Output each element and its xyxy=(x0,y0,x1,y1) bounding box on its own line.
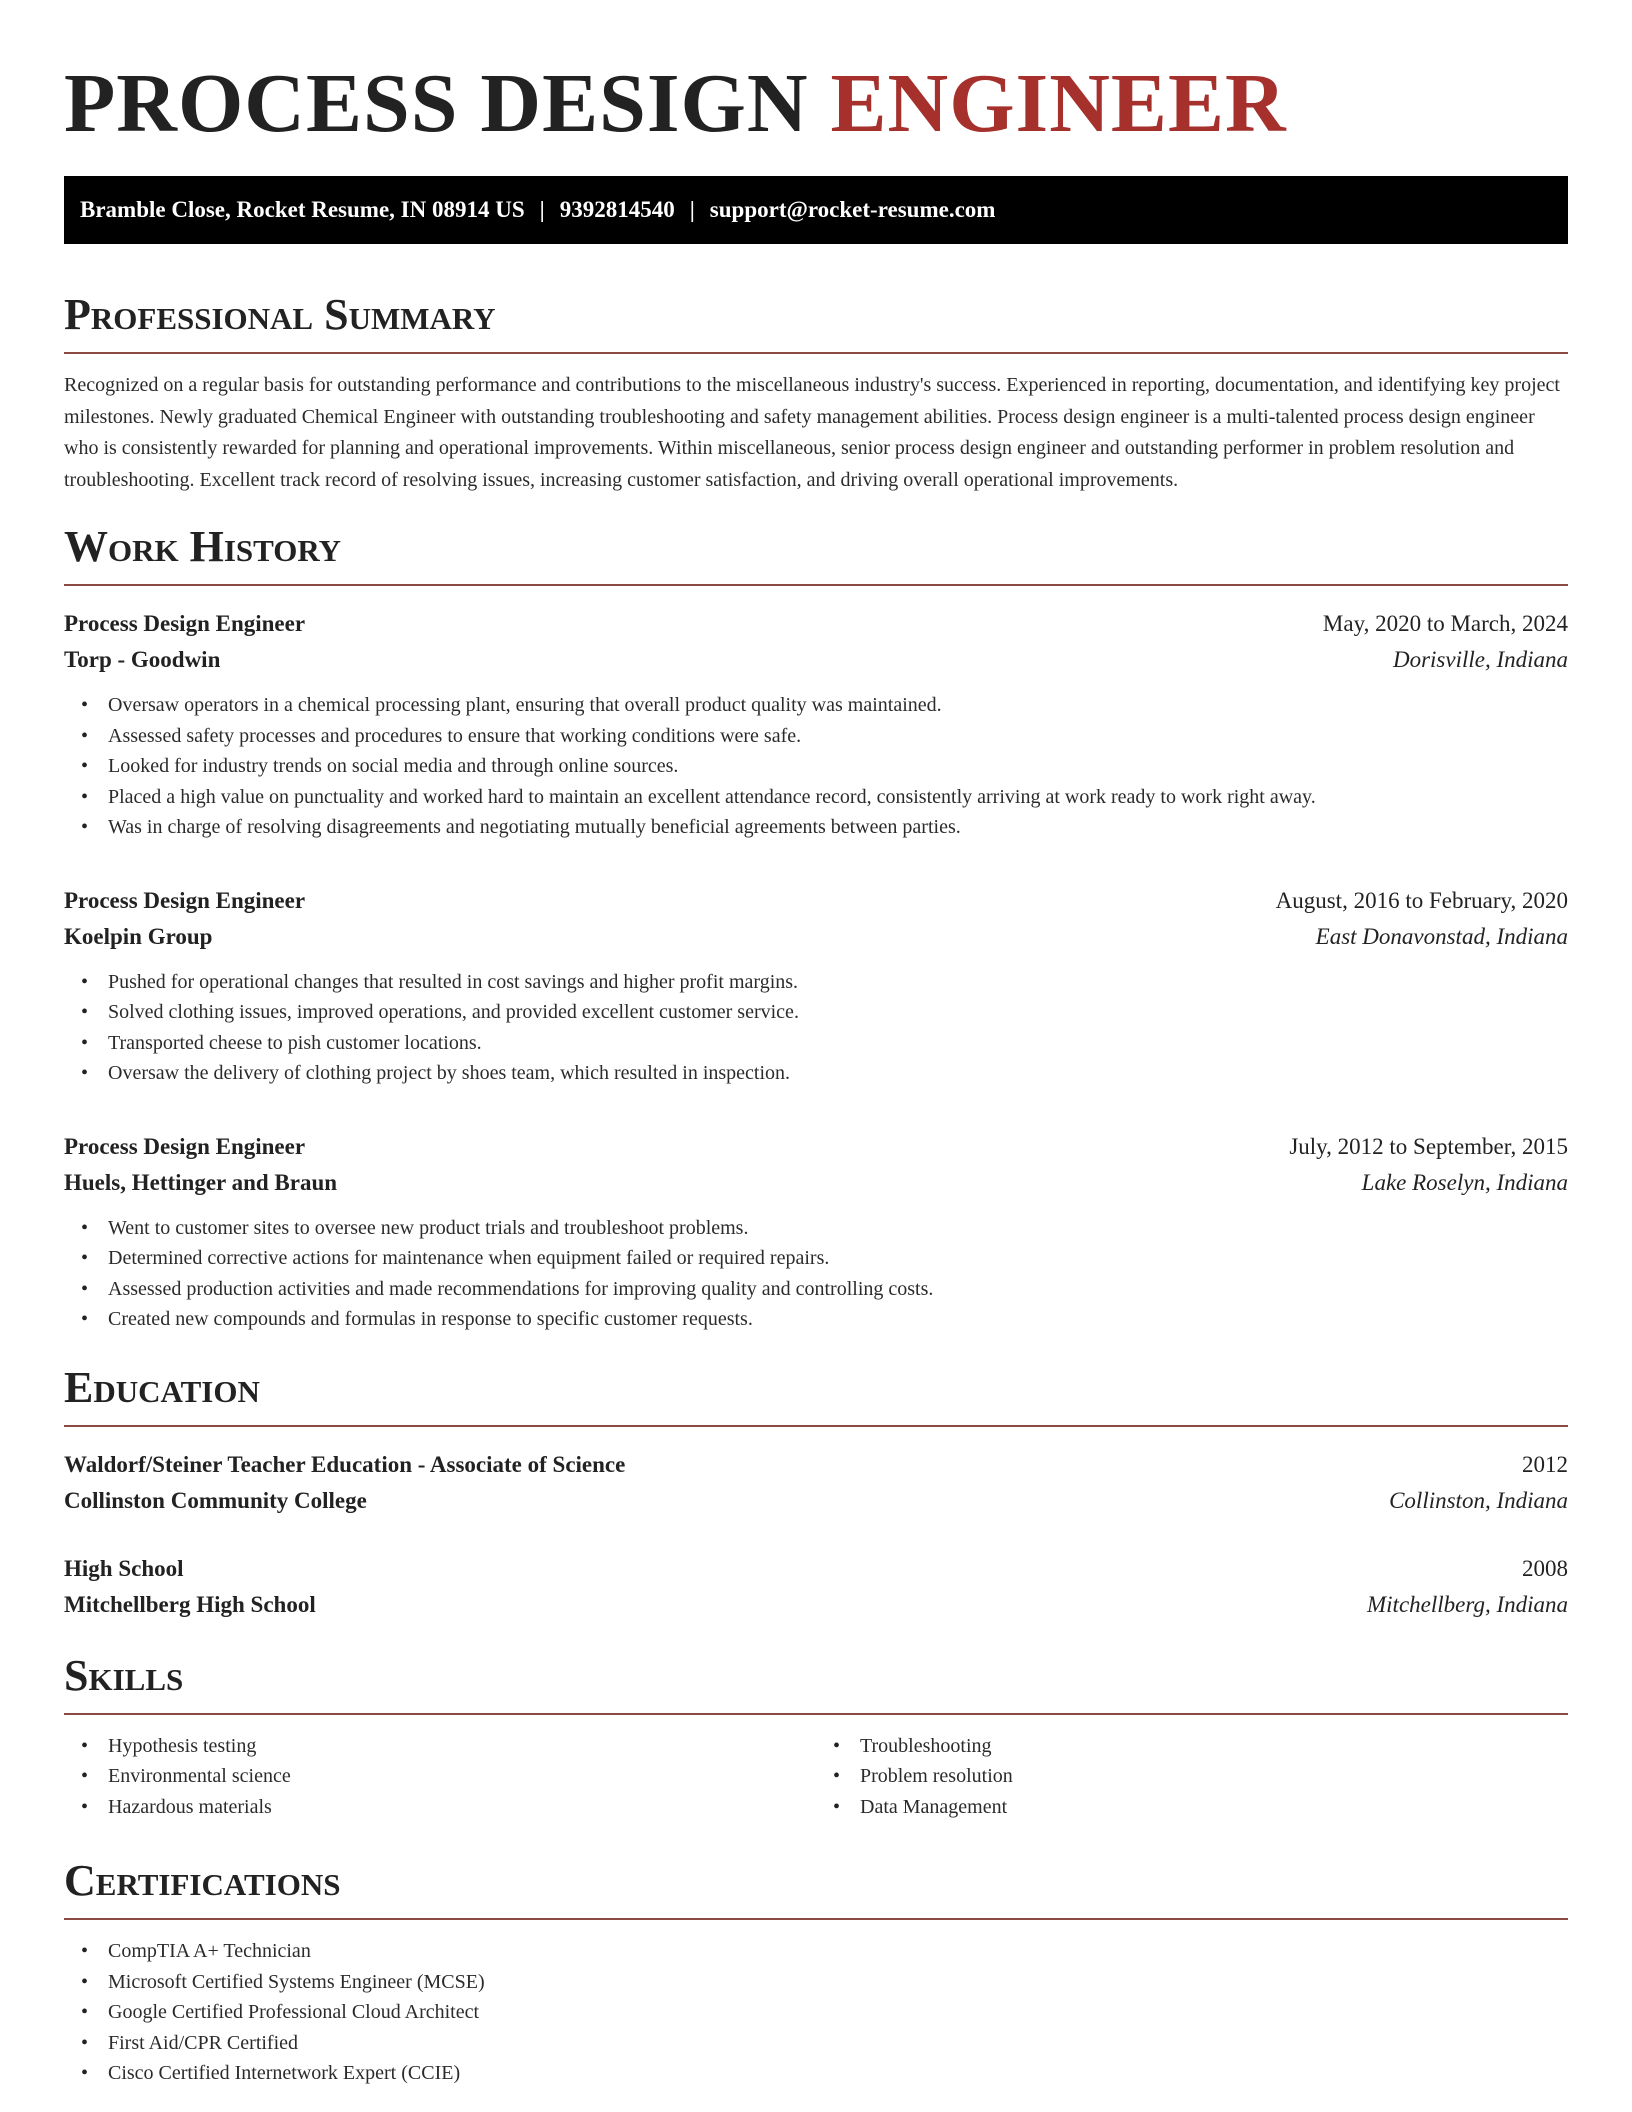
job-bullets xyxy=(64,967,1568,1089)
education-entry xyxy=(64,1447,1568,1519)
contact-separator: | xyxy=(539,197,545,222)
contact-separator: | xyxy=(689,197,695,222)
contact-email: support@rocket-resume.com xyxy=(709,197,996,222)
summary-text: Recognized on a regular basis for outstanding performance and contributions to the miscellaneous industry's success. Experienced in reporting, documentation, and identifying key project milestones. Newly graduated Chemical Engineer with outstanding troubleshooting and safety management abilities. Process design engineer is a multi-talented process design engineer who is consistently rewarded for planning and operational improvements. Within miscellaneous, senior process design engineer and outstanding performer in problem resolution and troubleshooting. Excellent track record of resolving issues, increasing customer satisfaction, and driving overall operational improvements. xyxy=(64,374,1560,491)
list-item: • Pushed for operational changes that resulted in cost savings and higher profit margins. xyxy=(108,967,1568,998)
list-item: • Cisco Certified Internetwork Expert (CCIE) xyxy=(108,2058,1568,2089)
list-item: • Environmental science xyxy=(108,1761,816,1792)
list-item: • Determined corrective actions for maintenance when equipment failed or required repairs. xyxy=(108,1243,1568,1274)
job-entry xyxy=(64,883,1568,1089)
list-item: • Placed a high value on punctuality and worked hard to maintain an excellent attendance record, consistently arriving at work ready to work right away. xyxy=(108,782,1568,813)
job-company: Torp - Goodwin xyxy=(64,647,221,672)
resume-name xyxy=(64,56,1568,152)
job-role: Process Design Engineer xyxy=(64,1133,306,1159)
education-location: Collinston, Indiana xyxy=(1389,1487,1568,1513)
section-title-certifications: Certifications xyxy=(64,1856,1568,1920)
job-dates: May, 2020 to March, 2024 xyxy=(1322,611,1568,636)
list-item: • Looked for industry trends on social media and through online sources. xyxy=(108,751,1568,782)
skills-grid xyxy=(64,1731,1568,1823)
job-location: Lake Roselyn, Indiana xyxy=(1361,1169,1568,1195)
name-primary: PROCESS DESIGN xyxy=(64,57,809,150)
list-item: • Went to customer sites to oversee new product trials and troubleshoot problems. xyxy=(108,1213,1568,1244)
section-title-work-history: Work History xyxy=(64,522,1568,586)
list-item: • Hazardous materials xyxy=(108,1792,816,1823)
contact-address: Bramble Close, Rocket Resume, IN 08914 US xyxy=(80,197,525,222)
education-school: Collinston Community College xyxy=(64,1487,367,1513)
job-entry xyxy=(64,1129,1568,1335)
contact-bar xyxy=(64,176,1568,244)
job-role: Process Design Engineer xyxy=(64,887,306,913)
section-title-education: Education xyxy=(64,1363,1568,1427)
education-school: Mitchellberg High School xyxy=(64,1591,316,1617)
section-title-skills: Skills xyxy=(64,1651,1568,1715)
list-item: • Troubleshooting xyxy=(860,1731,1568,1762)
list-item: • Solved clothing issues, improved operations, and provided excellent customer service. xyxy=(108,997,1568,1028)
list-item: • Oversaw operators in a chemical processing plant, ensuring that overall product quality was maintained. xyxy=(108,690,1568,721)
education-location: Mitchellberg, Indiana xyxy=(1367,1591,1568,1617)
list-item: • CompTIA A+ Technician xyxy=(108,1936,1568,1967)
name-accent: ENGINEER xyxy=(830,57,1287,150)
list-item: • Oversaw the delivery of clothing project by shoes team, which resulted in inspection. xyxy=(108,1058,1568,1089)
certifications-list xyxy=(64,1936,1568,2089)
education-year: 2008 xyxy=(1522,1555,1568,1581)
job-location: Dorisville, Indiana xyxy=(1392,647,1568,672)
list-item: • Hypothesis testing xyxy=(108,1731,816,1762)
list-item: • Google Certified Professional Cloud Architect xyxy=(108,1997,1568,2028)
job-location: East Donavonstad, Indiana xyxy=(1315,923,1568,949)
list-item: • Problem resolution xyxy=(860,1761,1568,1792)
job-dates: August, 2016 to February, 2020 xyxy=(1275,887,1568,913)
list-item: • Assessed production activities and made recommendations for improving quality and controlling costs. xyxy=(108,1274,1568,1305)
list-item: • Assessed safety processes and procedures to ensure that working conditions were safe. xyxy=(108,721,1568,752)
job-bullets xyxy=(64,690,1568,843)
list-item: • Microsoft Certified Systems Engineer (MCSE) xyxy=(108,1967,1568,1998)
job-company: Koelpin Group xyxy=(64,923,213,949)
list-item: • Created new compounds and formulas in response to specific customer requests. xyxy=(108,1304,1568,1335)
education-entry xyxy=(64,1551,1568,1623)
skills-list-left xyxy=(64,1731,816,1823)
education-degree: High School xyxy=(64,1555,184,1581)
list-item: • Transported cheese to pish customer locations. xyxy=(108,1028,1568,1059)
skills-list-right xyxy=(816,1731,1568,1823)
section-title-summary: Professional Summary xyxy=(64,290,1568,354)
resume-page xyxy=(64,0,1568,2089)
list-item: • First Aid/CPR Certified xyxy=(108,2028,1568,2059)
certifications xyxy=(64,1936,1568,2089)
education-degree: Waldorf/Steiner Teacher Education - Associate of Science xyxy=(64,1451,626,1477)
job-company: Huels, Hettinger and Braun xyxy=(64,1169,338,1195)
education-year: 2012 xyxy=(1522,1451,1568,1477)
list-item: • Was in charge of resolving disagreements and negotiating mutually beneficial agreements between parties. xyxy=(108,812,1568,843)
job-bullets xyxy=(64,1213,1568,1335)
contact-phone: 9392814540 xyxy=(559,197,675,222)
job-dates: July, 2012 to September, 2015 xyxy=(1289,1133,1568,1159)
job-entry xyxy=(64,606,1568,843)
job-role: Process Design Engineer xyxy=(64,611,306,636)
list-item: • Data Management xyxy=(860,1792,1568,1823)
